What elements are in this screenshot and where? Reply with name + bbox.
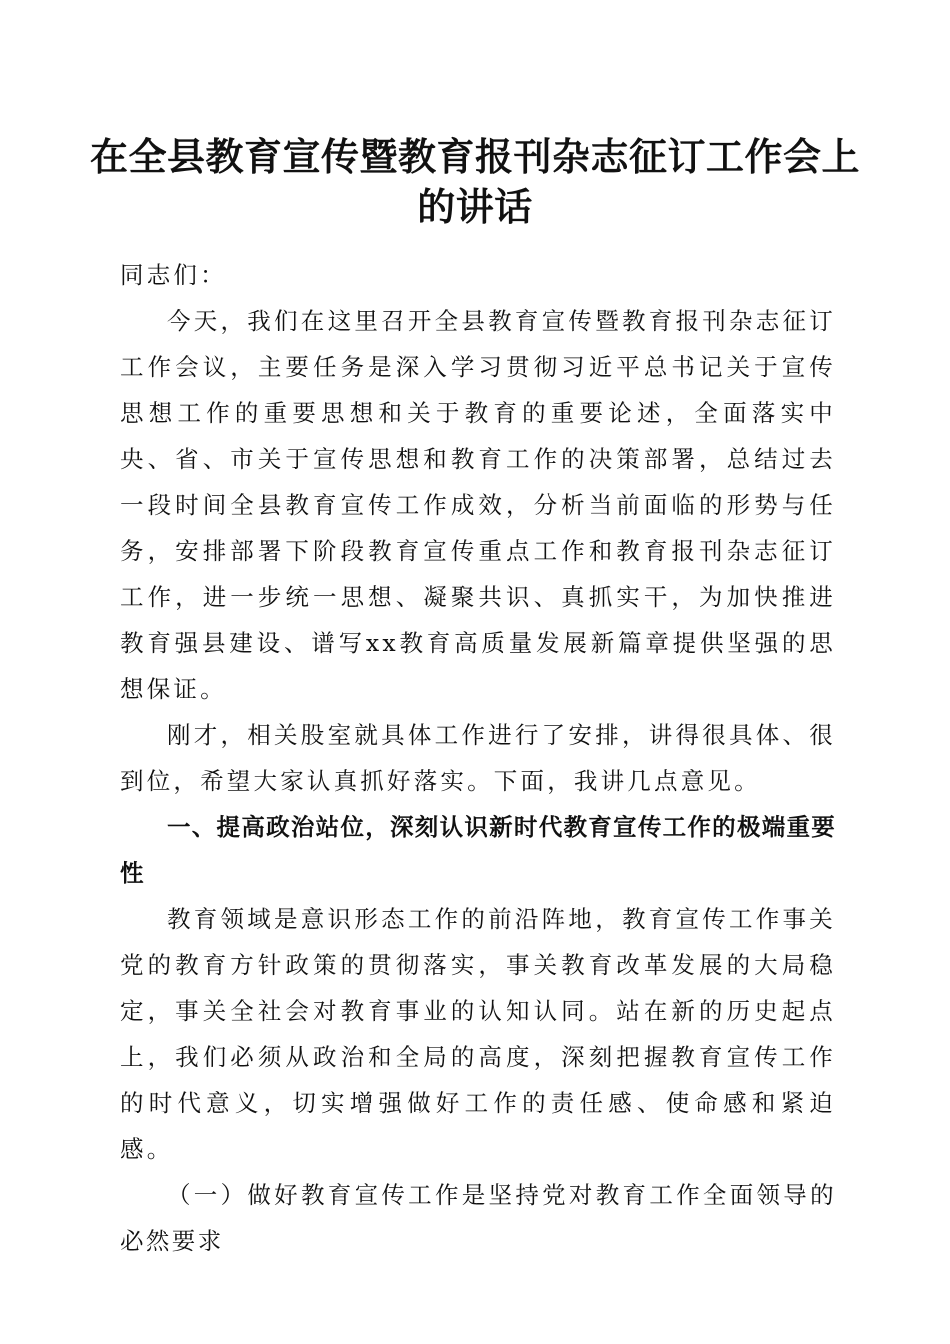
section-heading-1: 一、提高政治站位，深刻认识新时代教育宣传工作的极端重要性 — [120, 813, 836, 887]
document-title — [60, 132, 890, 232]
paragraph-transition: 刚才，相关股室就具体工作进行了安排，讲得很具体、很到位，希望大家认真抓好落实。下面，我讲几点意见。 — [120, 721, 836, 795]
subsection-heading-1: （一）做好教育宣传工作是坚持党对教育工作全面领导的必然要求 — [120, 1181, 836, 1255]
paragraph-opening: 今天，我们在这里召开全县教育宣传暨教育报刊杂志征订工作会议，主要任务是深入学习贯彻习近平总书记关于宣传思想工作的重要思想和关于教育的重要论述，全面落实中央、省、市关于宣传思想和教育工作的决策部署，总结过去一段时间全县教育宣传工作成效，分析当前面临的形势与任务，安排部署下阶段教育宣传重点工作和教育报刊杂志征订工作，进一步统一思想、凝聚共识、真抓实干，为加快推进教育强县建设、谱写xx教育高质量发展新篇章提供坚强的思想保证。 — [120, 307, 836, 703]
document-body — [120, 252, 836, 1264]
title-line-2: 的讲话 — [417, 184, 533, 229]
section-1-paragraph: 教育领域是意识形态工作的前沿阵地，教育宣传工作事关党的教育方针政策的贯彻落实，事关教育改革发展的大局稳定，事关全社会对教育事业的认知认同。站在新的历史起点上，我们必须从政治和全局的高度，深刻把握教育宣传工作的时代意义，切实增强做好工作的责任感、使命感和紧迫感。 — [120, 905, 836, 1163]
salutation: 同志们： — [120, 261, 227, 289]
title-line-1: 在全县教育宣传暨教育报刊杂志征订工作会上 — [89, 134, 860, 179]
